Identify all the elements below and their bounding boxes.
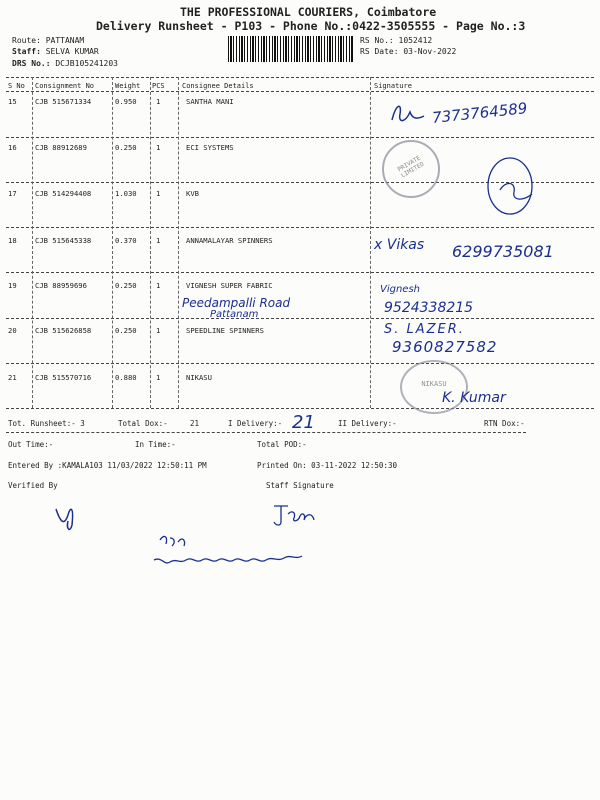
handwritten-phone: 9360827582 — [392, 338, 498, 356]
i-delivery-label: I Delivery:- — [228, 419, 283, 428]
row-weight: 0.880 — [115, 373, 137, 382]
signature-scribble — [470, 150, 550, 220]
company-title: THE PROFESSIONAL COURIERS, Coimbatore — [180, 5, 437, 19]
row-consignee: VIGNESH SUPER FABRIC — [186, 281, 273, 290]
total-dox-label: Total Dox:- — [118, 419, 168, 428]
signature-scribble — [388, 100, 428, 130]
col-divider — [32, 77, 33, 408]
handwritten-address: Pattanam — [210, 309, 259, 320]
staff-signature-label: Staff Signature — [266, 481, 334, 490]
col-divider — [112, 77, 113, 408]
drs-value: DCJB105241203 — [55, 59, 118, 68]
row-consignment: CJB 515671334 — [35, 97, 92, 106]
entered-by: Entered By :KAMALA103 11/03/2022 12:50:11 PM — [8, 461, 207, 470]
rtn-dox-label: RTN Dox:- — [484, 419, 525, 428]
row-weight: 0.250 — [115, 143, 137, 152]
runsheet-title: Delivery Runsheet - P103 - Phone No.:0422-3505555 - Page No.:3 — [96, 19, 526, 33]
row-consignment: CJB 515570716 — [35, 373, 92, 382]
handwritten-phone: 7373764589 — [431, 99, 529, 127]
col-header-consignment: Consignment No — [35, 82, 95, 90]
row-divider — [6, 272, 594, 273]
drs-line — [12, 59, 118, 68]
staff-value: SELVA KUMAR — [45, 47, 99, 56]
row-divider — [6, 363, 594, 364]
row-weight: 0.250 — [115, 281, 137, 290]
row-sno: 21 — [8, 373, 17, 382]
total-runsheet: Tot. Runsheet:- 3 — [8, 419, 85, 428]
row-consignment: CJB 515626858 — [35, 326, 92, 335]
verifier-signature — [50, 495, 90, 535]
handwritten-name: Vignesh — [380, 284, 421, 295]
row-consignment: CJB 88959696 — [35, 281, 87, 290]
rs-number: RS No.: 1052412 — [360, 36, 433, 45]
row-consignee: NIKASU — [186, 373, 212, 382]
col-divider — [150, 77, 151, 408]
summary-rule — [6, 432, 526, 433]
total-pod-label: Total POD:- — [257, 440, 307, 449]
rs-date: RS Date: 03-Nov-2022 — [360, 47, 457, 56]
row-divider — [6, 137, 594, 138]
row-sno: 19 — [8, 281, 17, 290]
drs-label: DRS No.: — [12, 59, 51, 68]
row-pcs: 1 — [156, 97, 161, 106]
total-dox-value: 21 — [190, 419, 200, 428]
handwritten-name: S. LAZER. — [384, 322, 465, 337]
row-consignee: SPEEDLINE SPINNERS — [186, 326, 264, 335]
row-consignment: CJB 88912689 — [35, 143, 87, 152]
handwritten-address: Peedampalli Road — [182, 296, 291, 310]
stamp-text: PRIVATE LIMITED — [396, 154, 426, 180]
staff-label: Staff: — [12, 47, 41, 56]
table-bottom-rule — [6, 408, 594, 409]
out-time-label: Out Time:- — [8, 440, 54, 449]
row-consignment: CJB 515645338 — [35, 236, 92, 245]
row-consignee: KVB — [186, 189, 199, 198]
ii-delivery-label: II Delivery:- — [338, 419, 397, 428]
row-weight: 0.950 — [115, 97, 137, 106]
row-weight: 0.370 — [115, 236, 137, 245]
handwritten-name: x Vikas — [374, 237, 425, 253]
row-consignee: SANTHA MANI — [186, 97, 234, 106]
route-label: Route: PATTANAM — [12, 36, 85, 45]
company-stamp — [382, 140, 440, 198]
row-sno: 18 — [8, 236, 17, 245]
row-pcs: 1 — [156, 236, 161, 245]
row-divider — [6, 318, 594, 319]
verified-by-label: Verified By — [8, 481, 58, 490]
row-consignment: CJB 514294408 — [35, 189, 92, 198]
staff-signature — [268, 500, 328, 530]
row-pcs: 1 — [156, 281, 161, 290]
row-pcs: 1 — [156, 373, 161, 382]
row-pcs: 1 — [156, 143, 161, 152]
in-time-label: In Time:- — [135, 440, 176, 449]
row-pcs: 1 — [156, 326, 161, 335]
table-header-rule — [6, 91, 594, 92]
row-sno: 17 — [8, 189, 17, 198]
handwritten-phone: 9524338215 — [384, 300, 474, 316]
stamp-text: NIKASU — [421, 380, 447, 388]
col-header-weight: Weight — [115, 82, 141, 90]
handwritten-phone: 6299735081 — [452, 242, 554, 261]
row-pcs: 1 — [156, 189, 161, 198]
handwritten-signature: K. Kumar — [442, 390, 506, 406]
printed-on: Printed On: 03-11-2022 12:50:30 — [257, 461, 397, 470]
row-sno: 15 — [8, 97, 17, 106]
col-header-signature: Signature — [374, 82, 412, 90]
i-delivery-value: 21 — [292, 412, 315, 433]
staff-line — [12, 47, 99, 56]
col-header-consignee: Consignee Details — [182, 82, 254, 90]
row-consignee: ECI SYSTEMS — [186, 143, 234, 152]
col-divider — [370, 77, 371, 408]
col-divider — [178, 77, 179, 408]
row-sno: 20 — [8, 326, 17, 335]
col-header-pcs: PCS — [152, 82, 165, 90]
row-sno: 16 — [8, 143, 17, 152]
table-top-rule — [6, 77, 594, 78]
col-header-sno: S No — [8, 82, 25, 90]
barcode — [228, 36, 354, 62]
row-weight: 0.250 — [115, 326, 137, 335]
row-divider — [6, 227, 594, 228]
supervisor-signature — [150, 532, 310, 572]
row-weight: 1.030 — [115, 189, 137, 198]
row-consignee: ANNAMALAYAR SPINNERS — [186, 236, 273, 245]
